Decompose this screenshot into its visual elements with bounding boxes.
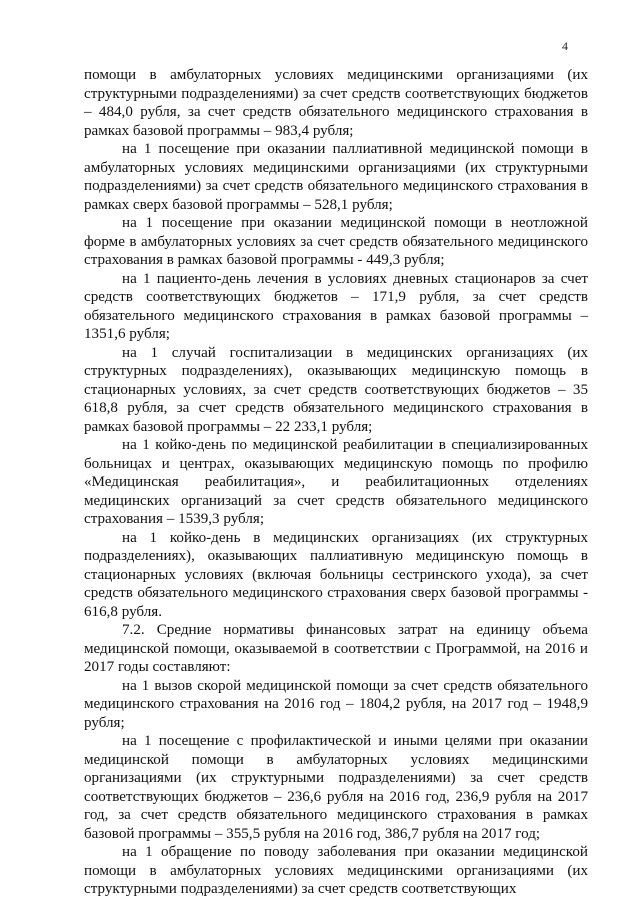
paragraph: помощи в амбулаторных условиях медицинскими организациями (их структурными подразделениями) за счет средств соответствующих бюджетов – 484,0 рубля, за счет средств обязательного медицинского страхования в рамках базовой программы – 983,4 рубля; xyxy=(84,67,588,139)
paragraph: на 1 вызов скорой медицинской помощи за счет средств обязательного медицинского страхования на 2016 год – 1804,2 рубля, на 2017 год – 1948,9 рубля; xyxy=(84,677,588,731)
page-number: 4 xyxy=(562,39,568,53)
document-body xyxy=(84,66,588,899)
paragraph: на 1 койко-день в медицинских организациях (их структурных подразделениях), оказывающих паллиативную медицинскую помощь в стационарных условиях (включая больницы сестринского ухода), за счет средств обязательного медицинского страхования сверх базовой программы - 616,8 рубля. xyxy=(84,529,588,620)
paragraph: на 1 койко-день по медицинской реабилитации в специализированных больницах и центрах, оказывающих медицинскую помощь по профилю «Медицинская реабилитация», и реабилитационных отделениях медицинских организаций за счет средств обязательного медицинского страхования – 1539,3 рубля; xyxy=(84,437,588,527)
paragraph: на 1 посещение при оказании медицинской помощи в неотложной форме в амбулаторных условиях за счет средств обязательного медицинского страхования в рамках базовой программы - 449,3 рубля; xyxy=(84,215,588,268)
paragraph: на 1 посещение при оказании паллиативной медицинской помощи в амбулаторных условиях медицинскими организациями (их структурными подразделениями) за счет средств обязательного медицинского страхования в рамках сверх базовой программы – 528,1 рубля; xyxy=(84,141,588,213)
paragraph: 7.2. Средние нормативы финансовых затрат на единицу объема медицинской помощи, оказываемой в соответствии с Программой, на 2016 и 2017 годы составляют: xyxy=(84,622,588,675)
paragraph: на 1 посещение с профилактической и иными целями при оказании медицинской помощи в амбулаторных условиях медицинскими организациями (их структурными подразделениями) за счет средств соответствующих бюджетов – 236,6 рубля на 2016 год, 236,9 рубля на 2017 год, за счет средств обязательного медицинского страхования в рамках базовой программы – 355,5 рубля на 2016 год, 386,7 рубля на 2017 год; xyxy=(84,733,588,842)
paragraph: на 1 пациенто-день лечения в условиях дневных стационаров за счет средств соответствующих бюджетов – 171,9 рубля, за счет средств обязательного медицинского страхования в рамках базовой программы – 1351,6 рубля; xyxy=(84,270,588,342)
paragraph: на 1 случай госпитализации в медицинских организациях (их структурных подразделениях), оказывающих медицинскую помощь в стационарных условиях, за счет средств соответствующих бюджетов – 35 618,8 рубля, за счет средств обязательного медицинского страхования в рамках базовой программы – 22 233,1 рубля; xyxy=(84,344,588,435)
paragraph: на 1 обращение по поводу заболевания при оказании медицинской помощи в амбулаторных условиях медицинскими организациями (их структурными подразделениями) за счет средств соответствующих xyxy=(84,844,588,897)
